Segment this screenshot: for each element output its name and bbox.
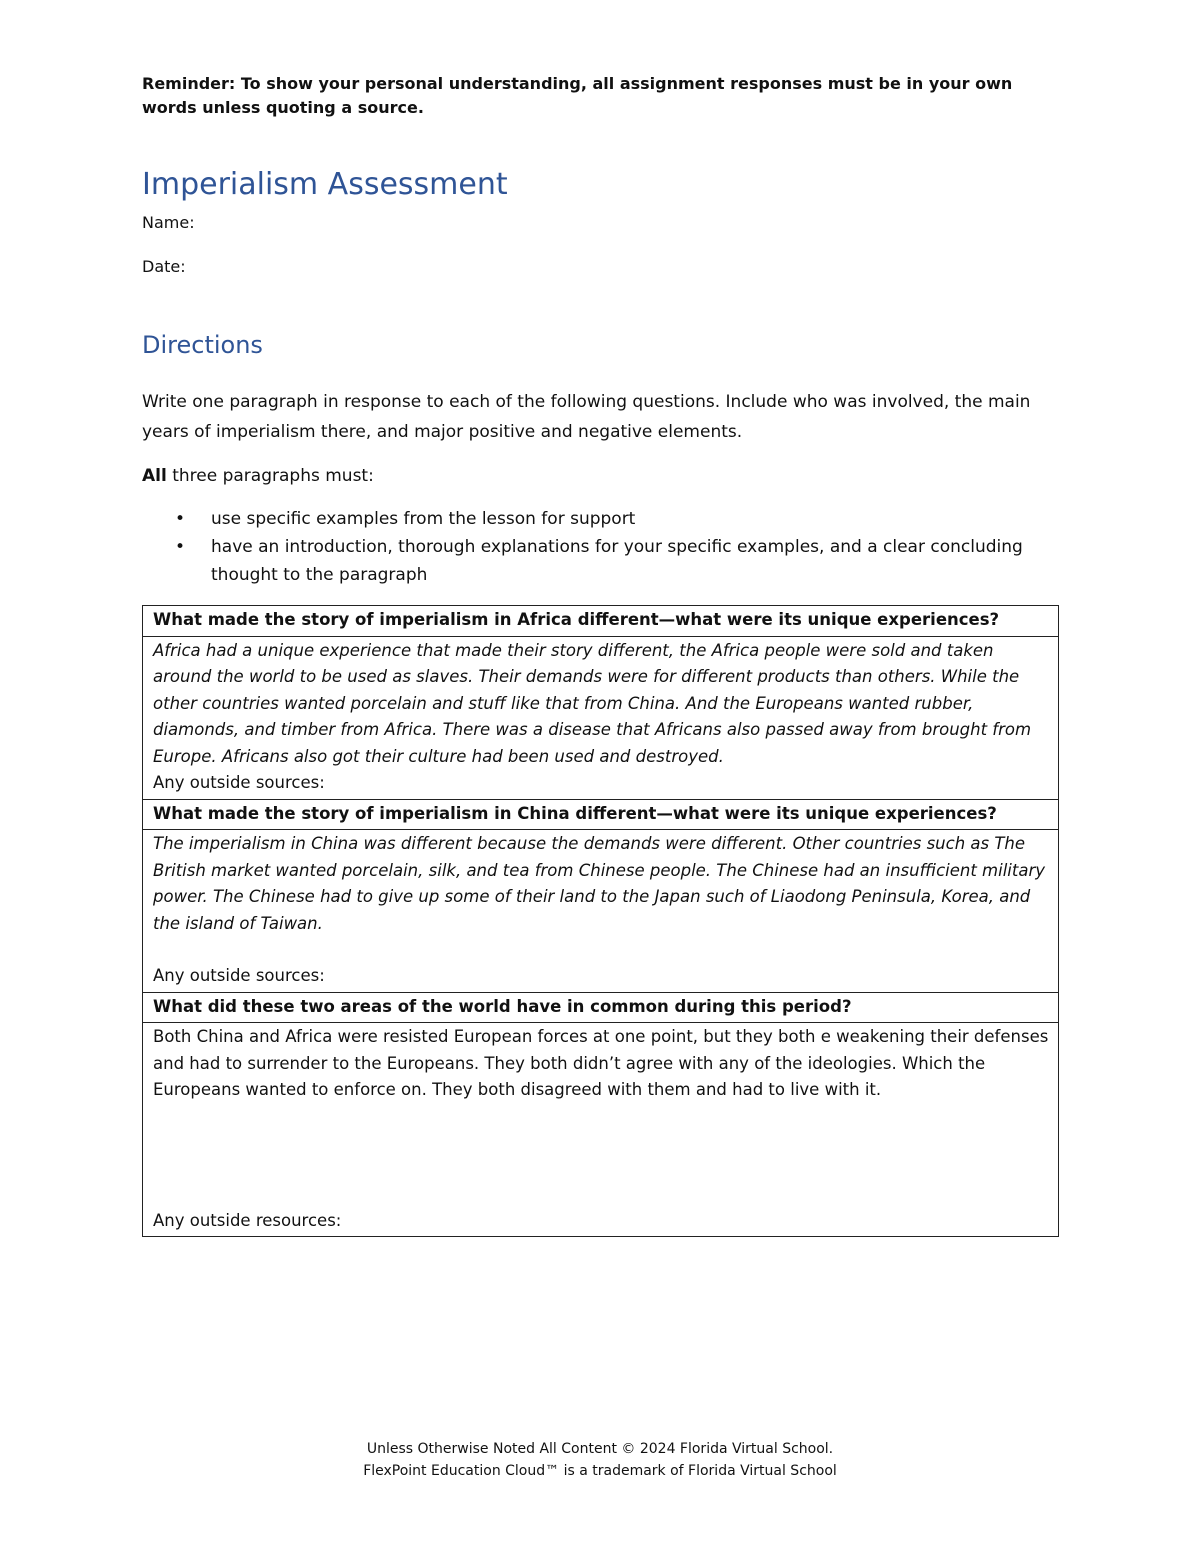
table-row — [143, 830, 1059, 993]
table-row — [143, 636, 1059, 799]
requirements-list — [142, 505, 1062, 589]
list-item-text: use specific examples from the lesson for support — [211, 509, 636, 529]
answer-common-text: Both China and Africa were resisted European forces at one point, but they both e weakening their defenses and had to surrender to the Europeans. They both didn’t agree with any of the ideologies. Which the Europeans wanted to enforce on. They both disagreed with them and had to live with it. — [153, 1027, 1049, 1099]
list-item — [142, 533, 1062, 589]
directions-heading: Directions — [142, 331, 263, 359]
table-row — [143, 799, 1059, 830]
question-china: What made the story of imperialism in China different—what were its unique experiences? — [143, 799, 1059, 830]
reminder-label: Reminder: — [142, 74, 236, 93]
bullet-icon: • — [175, 509, 186, 529]
answer-china-cell[interactable] — [143, 830, 1059, 993]
page-title: Imperialism Assessment — [142, 167, 508, 202]
sources-label-china: Any outside sources: — [153, 966, 325, 985]
reminder-note — [142, 72, 1062, 120]
spacer — [153, 937, 1049, 963]
date-field-label: Date: — [142, 257, 186, 276]
question-africa: What made the story of imperialism in Africa different—what were its unique experiences? — [143, 606, 1059, 637]
footer-copyright: Unless Otherwise Noted All Content © 2024 Florida Virtual School. — [366, 1441, 834, 1457]
list-item-text: have an introduction, thorough explanations for your specific examples, and a clear concluding thought to the paragraph — [211, 537, 1023, 585]
resources-label-common: Any outside resources: — [153, 1210, 342, 1230]
requirements-intro — [142, 461, 1067, 491]
question-common: What did these two areas of the world have in common during this period? — [143, 992, 1059, 1023]
directions-paragraph: Write one paragraph in response to each of the following questions. Include who was involved, the main years of imperialism there, and major positive and negative elements. — [142, 392, 1031, 442]
table-row — [143, 992, 1059, 1023]
name-field-label: Name: — [142, 213, 195, 232]
table-row — [143, 606, 1059, 637]
answer-africa-text: Africa had a unique experience that made their story different, the Africa people were sold and taken around the world to be used as slaves. Their demands were for different products than others. While the other countries wanted porcelain and stuff like that from China. And the Europeans wanted rubber, diamonds, and timber from Africa. There was a disease that Africans also passed away from brought from Europe. Africans also got their culture had been used and destroyed. — [153, 640, 1032, 766]
answer-common-cell[interactable] — [143, 1023, 1059, 1237]
list-item — [142, 505, 1062, 533]
all-bold-text: All — [142, 466, 167, 486]
sources-label-africa: Any outside sources: — [153, 773, 325, 792]
table-row — [143, 1023, 1059, 1237]
response-table — [142, 605, 1059, 1237]
spacer — [153, 1104, 1049, 1208]
requirements-intro-text: three paragraphs must: — [166, 466, 374, 486]
answer-africa-cell[interactable] — [143, 636, 1059, 799]
answer-china-text: The imperialism in China was different because the demands were different. Other countries such as The British market wanted porcelain, silk, and tea from Chinese people. The Chinese had an insufficient military power. The Chinese had to give up some of their land to the Japan such of Liaodong Peninsula, Korea, and the island of Taiwan. — [153, 834, 1046, 933]
footer-trademark: FlexPoint Education Cloud™ is a trademark of Florida Virtual School — [363, 1463, 837, 1479]
bullet-icon: • — [175, 537, 186, 557]
reminder-text: To show your personal understanding, all assignment responses must be in your own words unless quoting a source. — [142, 74, 1013, 117]
